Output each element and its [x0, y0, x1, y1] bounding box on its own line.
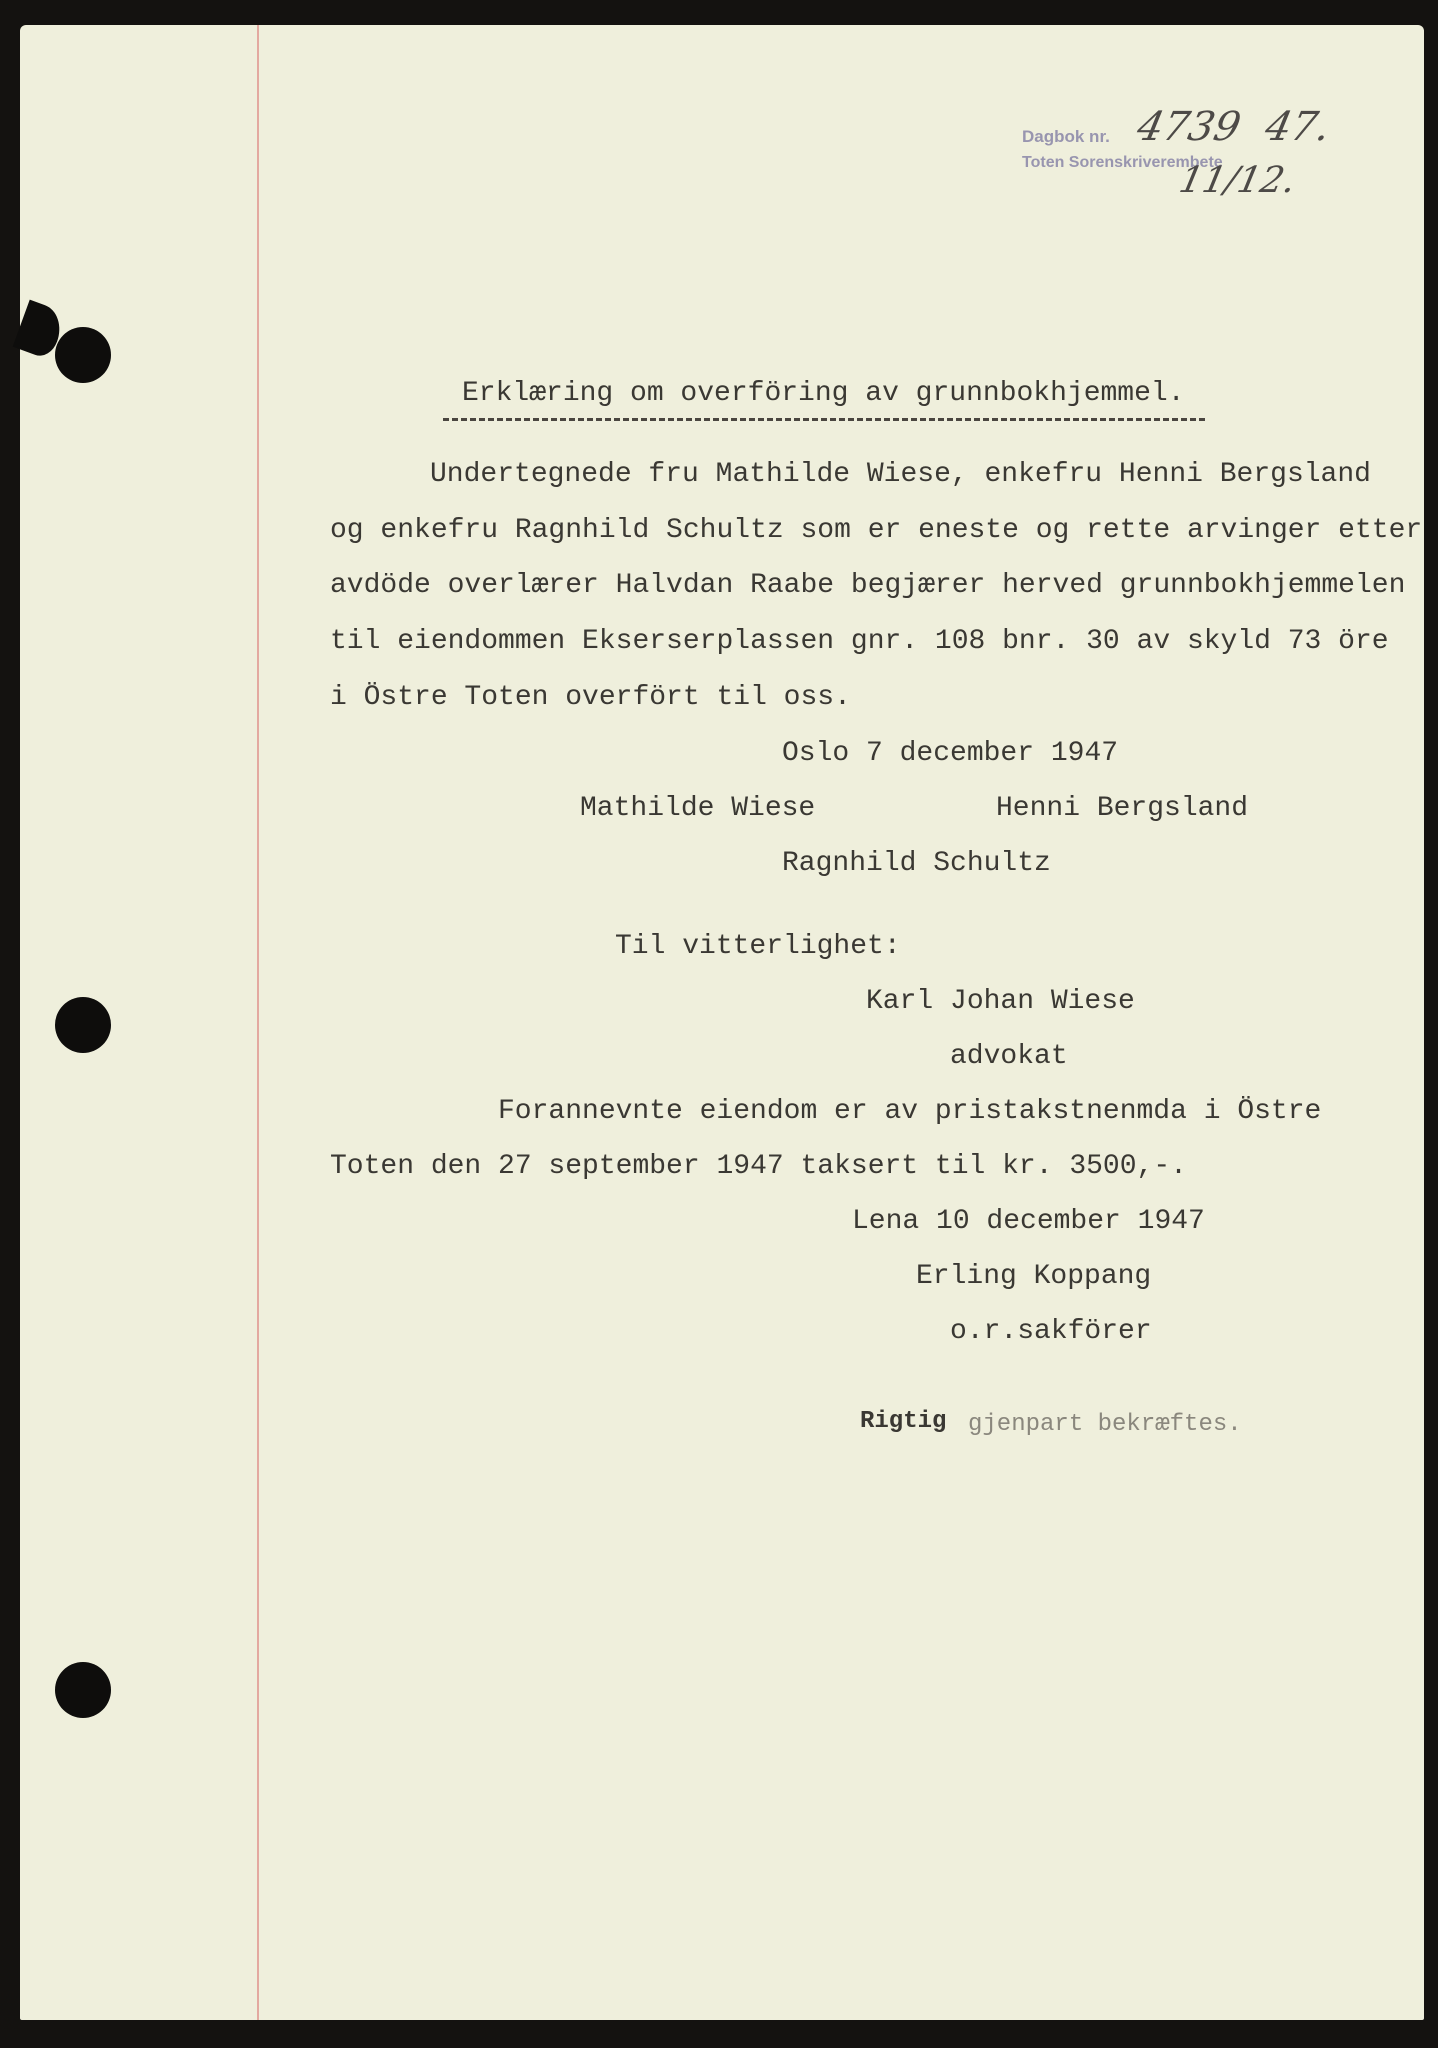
stamp-line-1: Dagbok nr. — [1022, 127, 1110, 146]
punch-hole-icon — [55, 1662, 111, 1718]
title-underline — [443, 418, 1205, 421]
document-title: Erklæring om overföring av grunnbokhjemmel. — [462, 378, 1185, 409]
official-title: o.r.sakförer — [950, 1316, 1152, 1347]
place-date-oslo: Oslo 7 december 1947 — [782, 738, 1119, 769]
official-name: Erling Koppang — [916, 1261, 1152, 1292]
punch-hole-icon — [55, 997, 111, 1053]
body-line: og enkefru Ragnhild Schultz som er eneste og rette arvinger etter — [330, 515, 1423, 546]
diary-date: 11/12. — [1175, 160, 1300, 201]
body-line: i Östre Toten overfört til oss. — [330, 682, 851, 713]
punch-hole-icon — [55, 327, 111, 383]
document-page — [20, 25, 1424, 2020]
body-line: Undertegnede fru Mathilde Wiese, enkefru Henni Bergsland — [430, 459, 1371, 490]
diary-number: 4739 — [1133, 104, 1245, 150]
certification-bold: Rigtig — [860, 1408, 947, 1435]
certification-faint: gjenpart bekræftes. — [968, 1411, 1242, 1438]
witness-label: Til vitterlighet: — [615, 931, 901, 962]
valuation-line: Forannevnte eiendom er av pristakstnenmda i Östre — [498, 1096, 1322, 1127]
red-margin-line — [257, 25, 259, 2020]
signature-henni-bergsland: Henni Bergsland — [996, 793, 1249, 824]
witness-name: Karl Johan Wiese — [866, 986, 1135, 1017]
body-line: avdöde overlærer Halvdan Raabe begjærer herved grunnbokhjemmelen — [330, 570, 1406, 601]
signature-ragnhild-schultz: Ragnhild Schultz — [782, 848, 1051, 879]
stamp-line-2: Toten Sorenskriverembete — [1022, 154, 1223, 171]
place-date-lena: Lena 10 december 1947 — [852, 1206, 1205, 1237]
valuation-line: Toten den 27 september 1947 taksert til kr. 3500,-. — [330, 1151, 1187, 1182]
witness-title: advokat — [950, 1041, 1068, 1072]
body-line: til eiendommen Ekserserplassen gnr. 108 bnr. 30 av skyld 73 öre — [330, 626, 1389, 657]
signature-mathilde-wiese: Mathilde Wiese — [580, 793, 816, 824]
diary-year: 47. — [1261, 104, 1335, 150]
